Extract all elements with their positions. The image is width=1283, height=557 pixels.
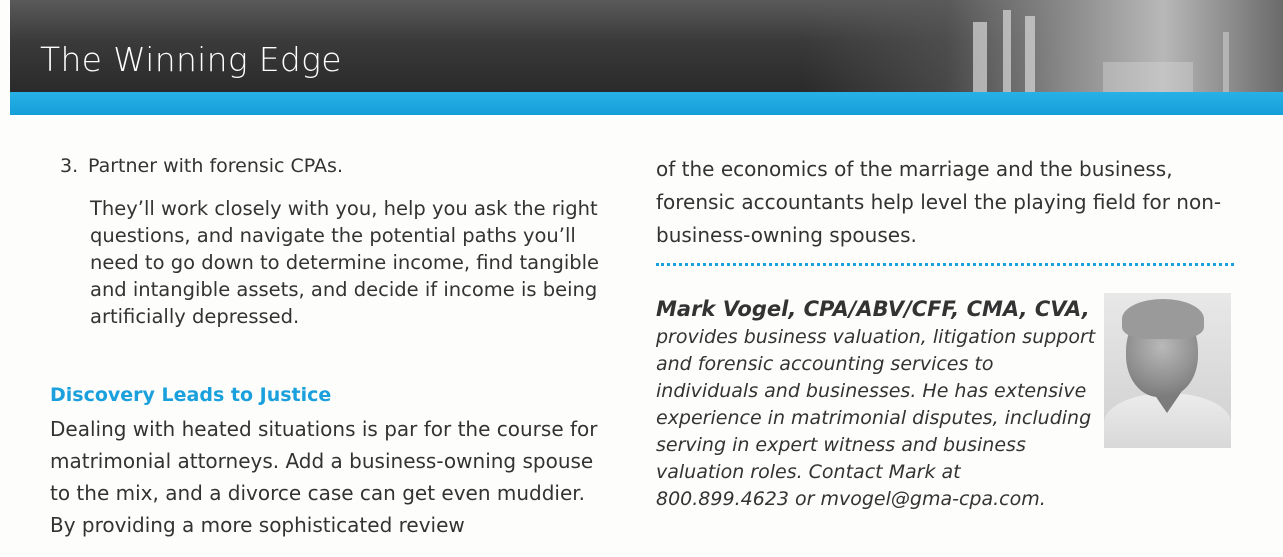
left-column (60, 155, 630, 330)
list-heading: Partner with forensic CPAs. (88, 155, 343, 177)
author-bio-text: provides business valuation, litigation support and forensic accounting services to individuals and businesses. He has extensive experience in matrimonial disputes, including serving in expert witness and business valuation roles. Contact Mark at 800.899.4623 or mvogel@gma-cpa.com. (656, 326, 1096, 510)
right-paragraph: of the economics of the marriage and the business, forensic accountants help level the playing field for non-business-owning spouses. (656, 157, 1222, 247)
list-number: 3. (60, 155, 79, 177)
list-body: They’ll work closely with you, help you ask the right questions, and navigate the potential paths you’ll need to go down to determine income, find tangible and intangible assets, and decide if income is being artificially depressed. (90, 197, 600, 328)
left-paragraph: Dealing with heated situations is par for the course for matrimonial attorneys. Add a business-owning spouse to the mix, and a divorce case can get even muddier. By providing a more sophisticated review (50, 417, 598, 537)
section-subheading: Discovery Leads to Justice (50, 384, 332, 406)
accent-stripe (10, 92, 1283, 115)
dotted-divider (656, 263, 1234, 266)
author-name: Mark Vogel, CPA/ABV/CFF, CMA, CVA, (656, 297, 1090, 321)
page-title: The Winning Edge (40, 40, 342, 79)
author-photo (1104, 293, 1231, 448)
header-banner (10, 0, 1283, 92)
author-bio (656, 296, 1096, 513)
list-item (60, 155, 630, 177)
courtroom-photo (803, 0, 1283, 92)
